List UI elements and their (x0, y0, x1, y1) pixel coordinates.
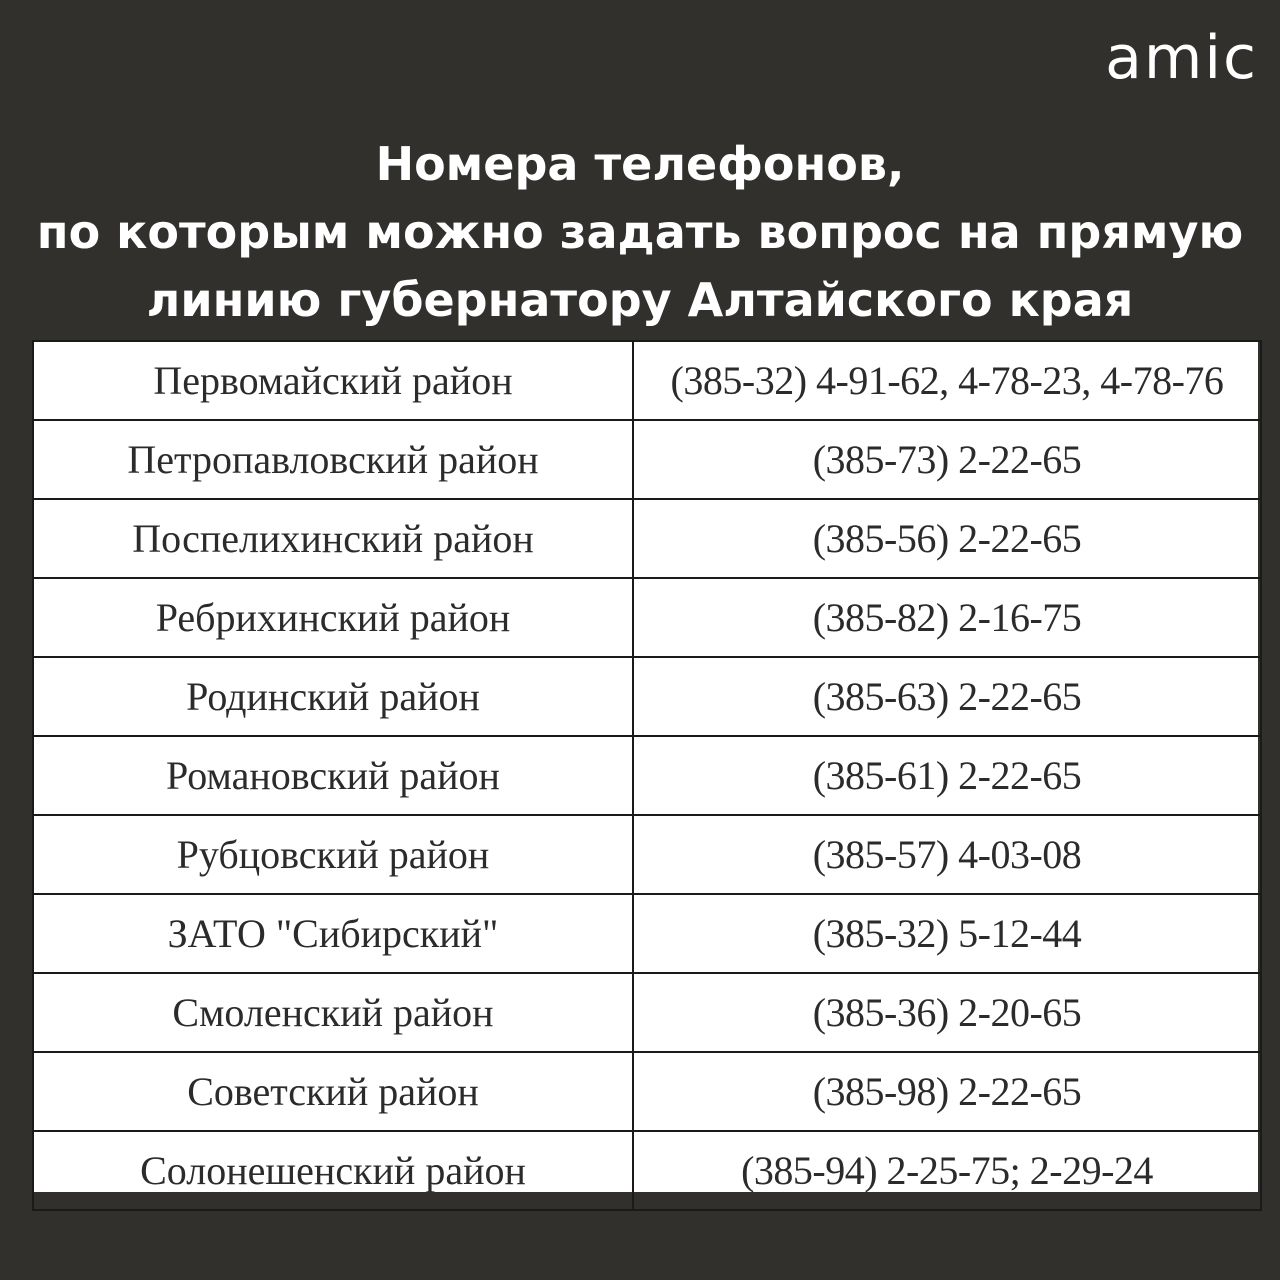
table-row (33, 894, 1261, 973)
phone-cell: (385-73) 2-22-65 (633, 420, 1261, 499)
headline-line-1: Номера телефонов, (375, 137, 905, 191)
phone-cell: (385-36) 2-20-65 (633, 973, 1261, 1052)
table-row (33, 1052, 1261, 1131)
table-row (33, 815, 1261, 894)
table-row (33, 578, 1261, 657)
headline-line-3: линию губернатору Алтайского края (146, 273, 1134, 327)
headline (0, 130, 1280, 334)
district-cell: Рубцовский район (33, 815, 633, 894)
amic-logo: amic (1105, 23, 1258, 93)
phone-table (32, 340, 1258, 1192)
phone-cell: (385-32) 5-12-44 (633, 894, 1261, 973)
district-cell: Солонешенский район (33, 1131, 633, 1210)
phone-cell: (385-32) 4-91-62, 4-78-23, 4-78-76 (633, 341, 1261, 420)
district-cell: Петропавловский район (33, 420, 633, 499)
table-row (33, 973, 1261, 1052)
phone-cell: (385-82) 2-16-75 (633, 578, 1261, 657)
table-row (33, 1131, 1261, 1210)
district-cell: Советский район (33, 1052, 633, 1131)
table-row (33, 657, 1261, 736)
district-cell: Ребрихинский район (33, 578, 633, 657)
phone-cell: (385-57) 4-03-08 (633, 815, 1261, 894)
phone-cell: (385-94) 2-25-75; 2-29-24 (633, 1131, 1261, 1210)
headline-line-2: по которым можно задать вопрос на прямую (36, 205, 1244, 259)
table-row (33, 499, 1261, 578)
phone-cell: (385-98) 2-22-65 (633, 1052, 1261, 1131)
phone-cell: (385-61) 2-22-65 (633, 736, 1261, 815)
table-row (33, 341, 1261, 420)
district-cell: Романовский район (33, 736, 633, 815)
district-cell: ЗАТО "Сибирский" (33, 894, 633, 973)
phone-cell: (385-63) 2-22-65 (633, 657, 1261, 736)
district-cell: Первомайский район (33, 341, 633, 420)
table-row (33, 420, 1261, 499)
district-cell: Родинский район (33, 657, 633, 736)
phone-cell: (385-56) 2-22-65 (633, 499, 1261, 578)
district-cell: Поспелихинский район (33, 499, 633, 578)
table-row (33, 736, 1261, 815)
district-cell: Смоленский район (33, 973, 633, 1052)
